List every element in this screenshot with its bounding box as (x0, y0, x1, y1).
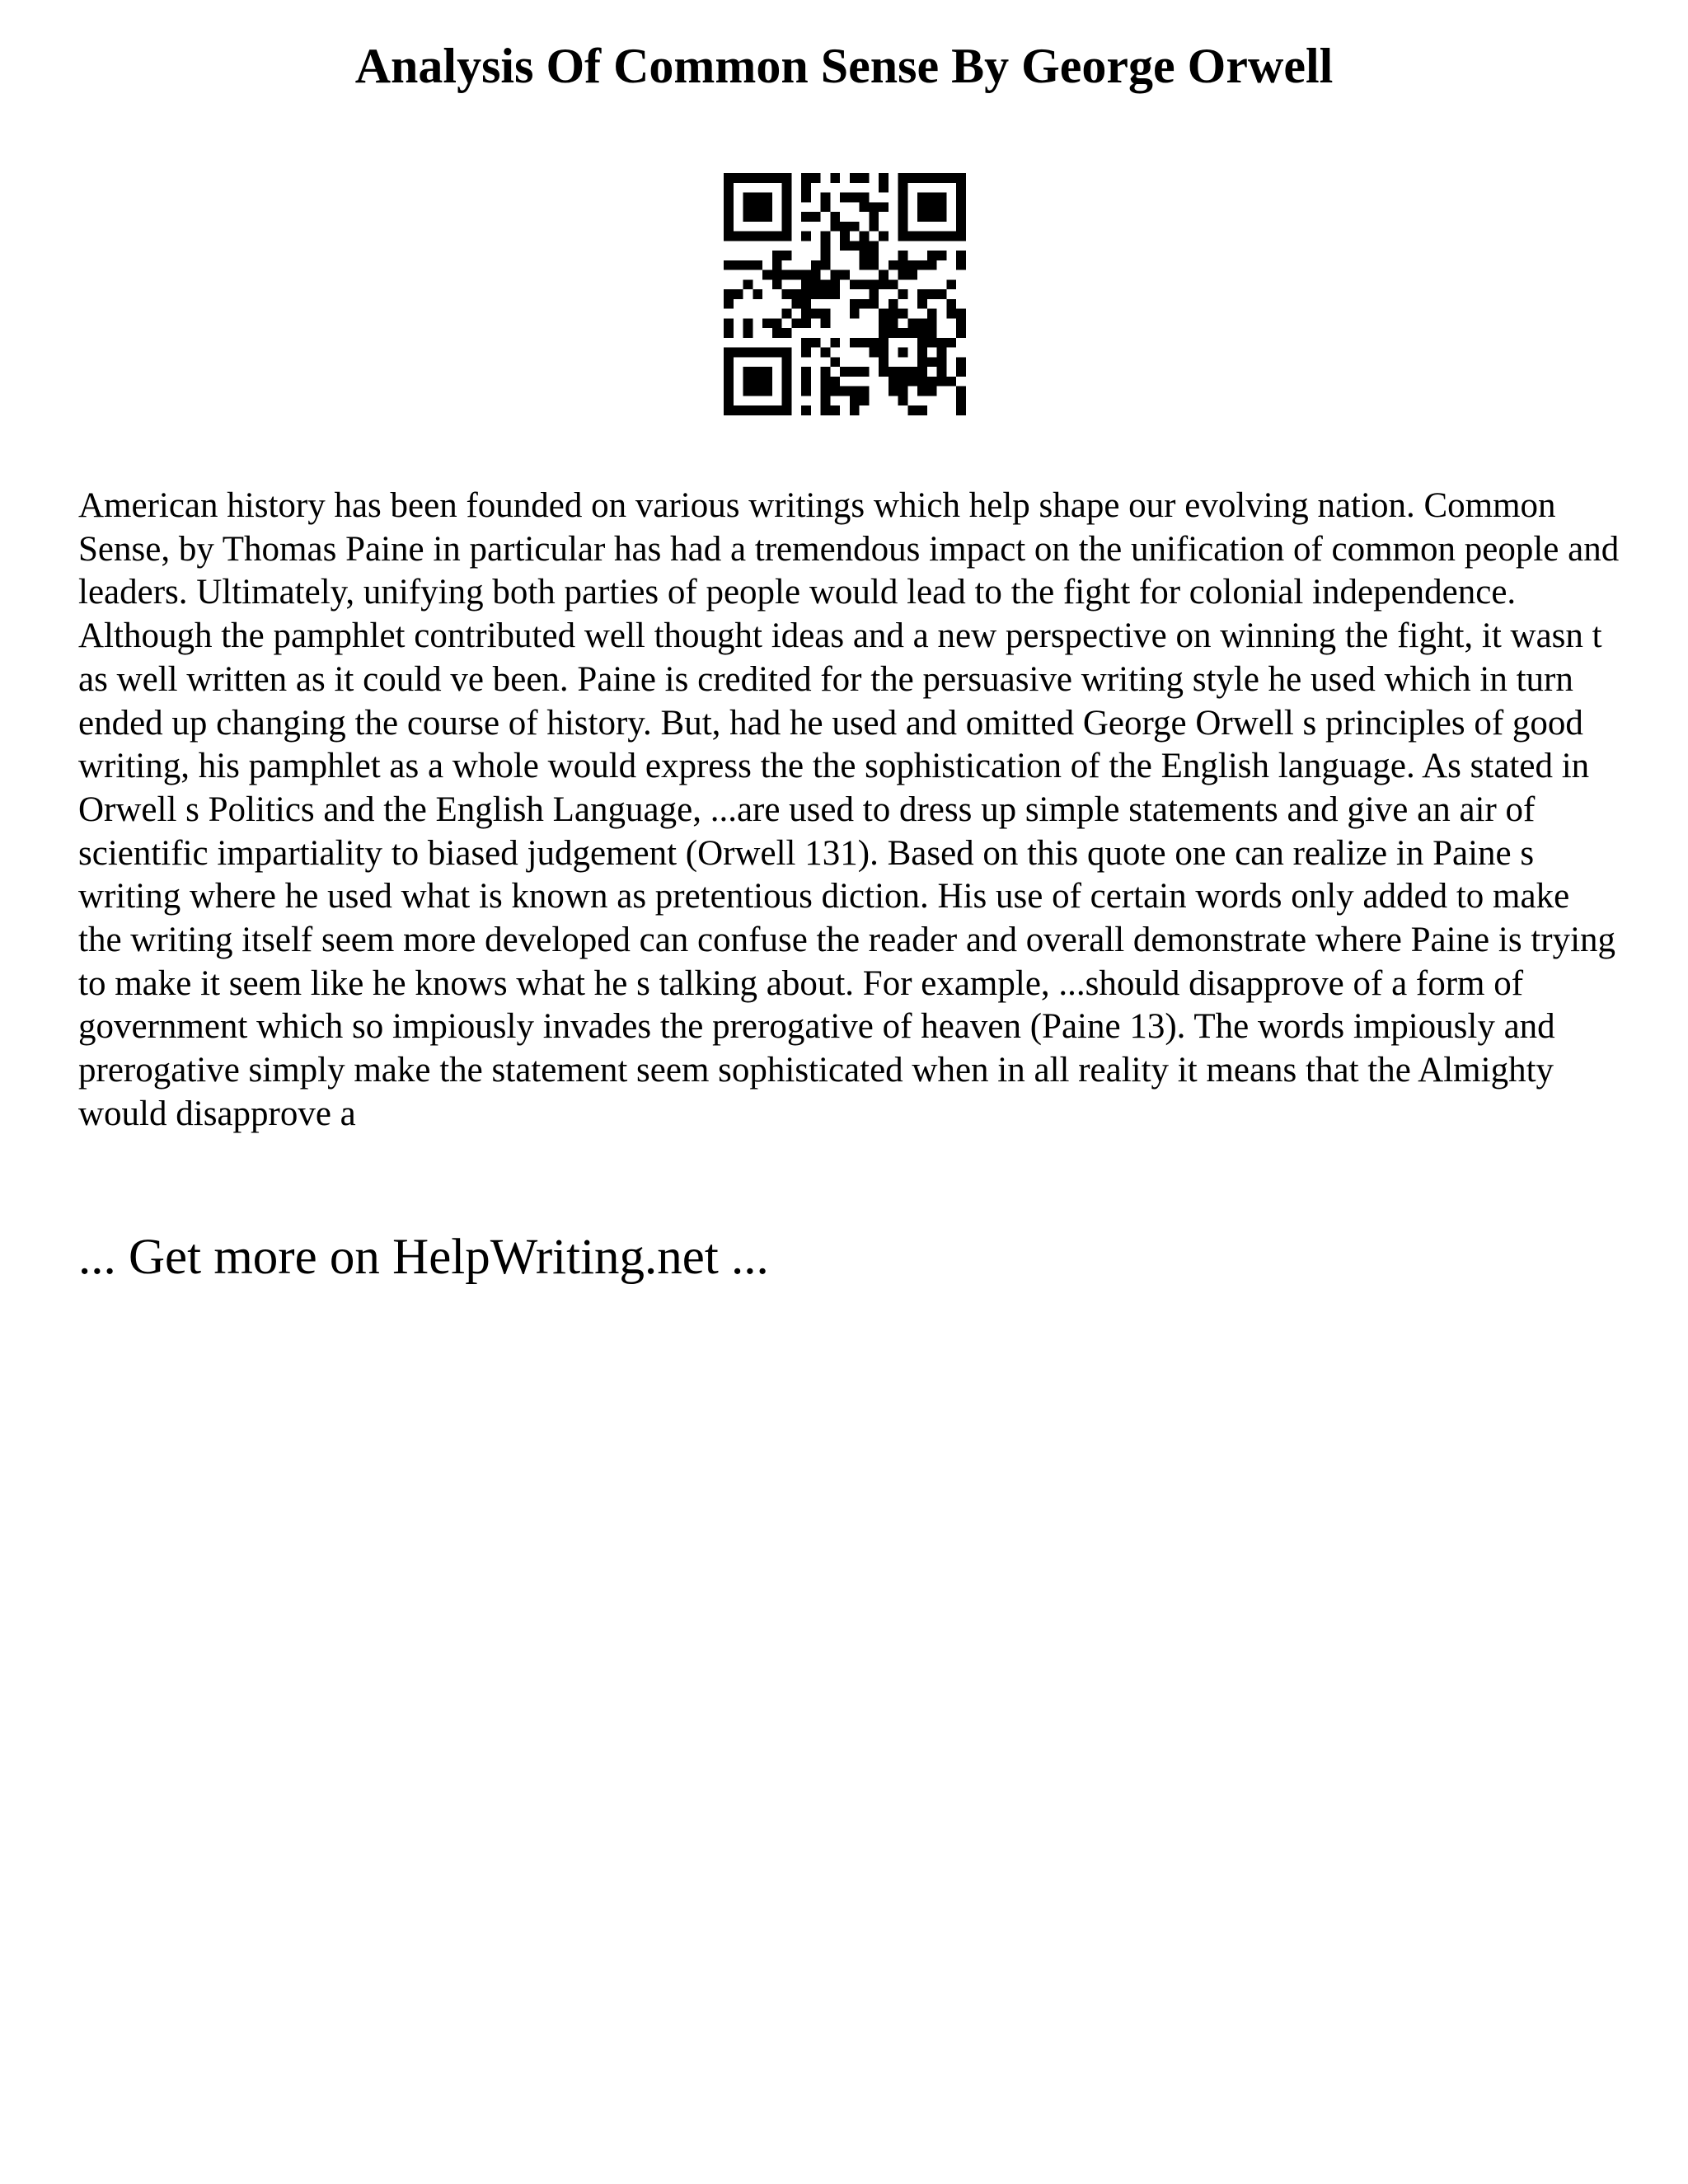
essay-excerpt: American history has been founded on various writings which help shape our evolving nation. Common Sense, by Thomas Paine in particular has had a tremendous impact on the unification of common people and leaders. Ultimately, unifying both parties of people would lead to the fight for colonial independence. Although the pamphlet contributed well thought ideas and a new perspective on winning the fight, it wasn t as well written as it could ve been. Paine is credited for the persuasive writing style he used which in turn ended up changing the course of history. But, had he used and omitted George Orwell s principles of good writing, his pamphlet as a whole would express the the sophistication of the English language. As stated in Orwell s Politics and the English Language, ...are used to dress up simple statements and give an air of scientific impartiality to biased judgement (Orwell 131). Based on this quote one can realize in Paine s writing where he used what is known as pretentious diction. His use of certain words only added to make the writing itself seem more developed can confuse the reader and overall demonstrate where Paine is trying to make it seem like he knows what he s talking about. For example, ...should disapprove of a form of government which so impiously invades the prerogative of heaven (Paine 13). The words impiously and prerogative simply make the statement seem sophisticated when in all reality it means that the Almighty would disapprove a (78, 486, 1620, 1133)
get-more-link[interactable]: ... Get more on HelpWriting.net ... (78, 1230, 769, 1285)
document-title: Analysis Of Common Sense By George Orwell (354, 39, 1334, 93)
qr-code-icon (724, 173, 966, 415)
